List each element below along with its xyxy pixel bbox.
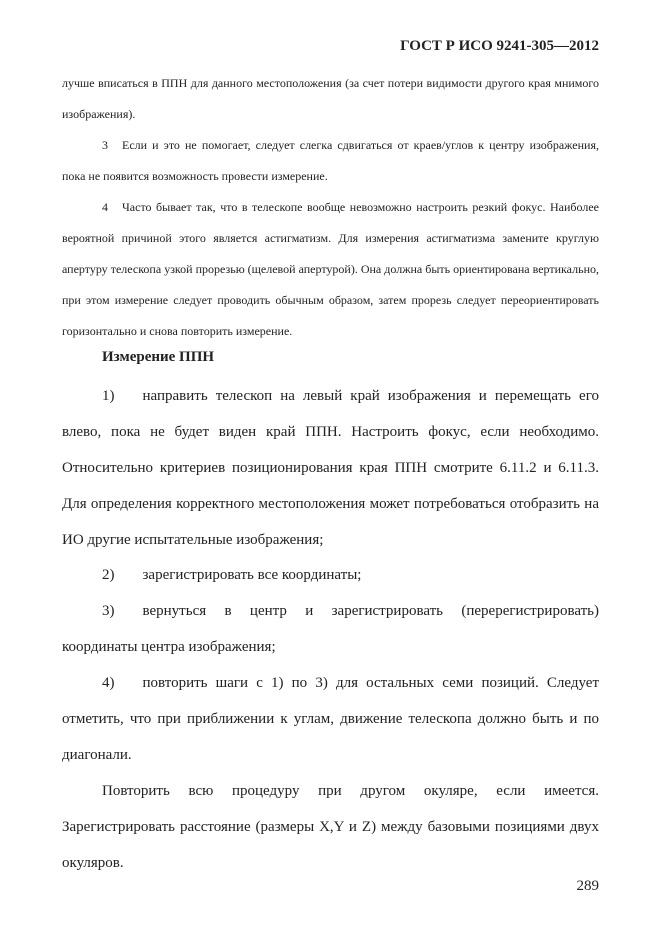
note-paragraph: лучше вписаться в ППН для данного местоположения (за счет потери видимости другого края мнимого изображения). [62, 76, 599, 121]
step-4 [62, 665, 599, 773]
note-number: 3 [102, 138, 108, 152]
step-number: 4) [102, 675, 115, 691]
step-text: повторить шаги с 1) по 3) для остальных семи позиций. Следует отметить, что при приближении к углам, движение телескопа должно быть и по диагонали. [62, 675, 599, 763]
step-3 [62, 593, 599, 665]
step-2 [62, 557, 599, 593]
step-number: 3) [102, 603, 115, 619]
note-3 [62, 130, 599, 192]
page-number: 289 [576, 878, 599, 894]
note-continuation [62, 68, 599, 130]
final-paragraph-text: Повторить всю процедуру при другом окуляре, если имеется. Зарегистрировать расстояние (размеры X,Y и Z) между базовыми позициями двух окуляров. [62, 783, 599, 871]
note-4 [62, 192, 599, 347]
step-number: 2) [102, 567, 115, 583]
step-text: зарегистрировать все координаты; [142, 567, 362, 583]
step-number: 1) [102, 388, 115, 404]
step-text: вернуться в центр и зарегистрировать (перерегистрировать) координаты центра изображения; [62, 603, 599, 655]
note-number: 4 [102, 200, 108, 214]
document-header: ГОСТ Р ИСО 9241-305—2012 [400, 38, 599, 54]
final-paragraph [62, 773, 599, 881]
note-text: Если и это не помогает, следует слегка сдвигаться от краев/углов к центру изображения, пока не появится возможность провести измерение. [62, 138, 599, 183]
section-heading: Измерение ППН [102, 349, 215, 365]
note-text: Часто бывает так, что в телескопе вообще невозможно настроить резкий фокус. Наиболее вероятной причиной этого является астигматизм. Для измерения астигматизма замените круглую апертуру телескопа узкой прорезью (щелевой апертурой). Она должна быть ориентирована вертикально, при этом измерение следует проводить обычным образом, затем прорезь следует переориентировать горизонтально и снова повторить измерение. [62, 200, 599, 338]
step-1 [62, 378, 599, 558]
step-text: направить телескоп на левый край изображения и перемещать его влево, пока не будет виден край ППН. Настроить фокус, если необходимо. Относительно критериев позиционирования края ППН смотрите 6.11.2 и 6.11.3. Для определения корректного местоположения может потребоваться отобразить на ИО другие испытательные изображения; [62, 388, 599, 548]
